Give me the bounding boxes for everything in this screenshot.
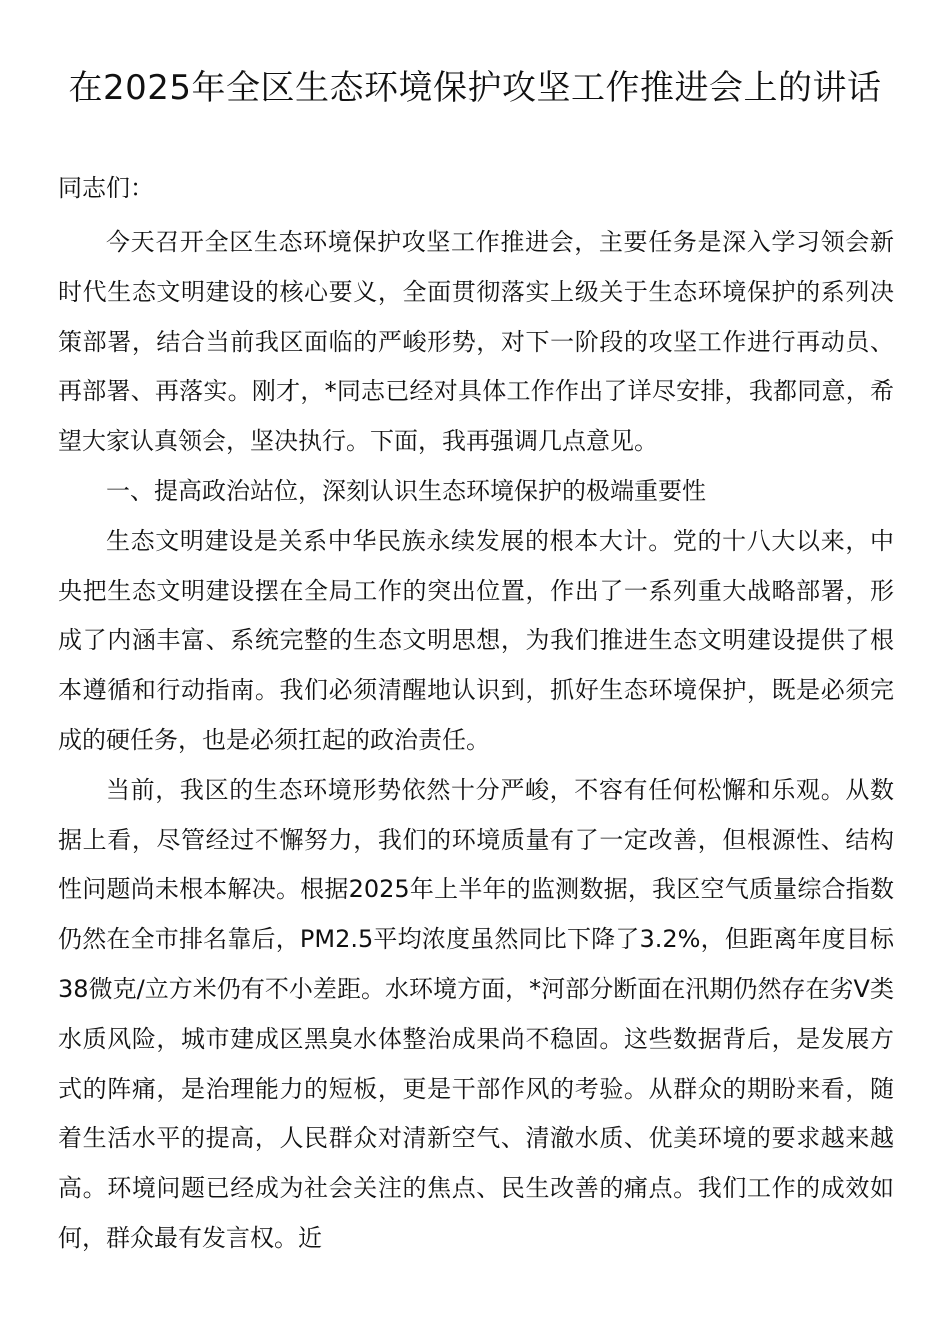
salutation: 同志们：	[58, 174, 154, 202]
paragraph-current-situation: 当前，我区的生态环境形势依然十分严峻，不容有任何松懈和乐观。从数据上看，尽管经过不懈努力，我们的环境质量有了一定改善，但根源性、结构性问题尚未根本解决。根据2025年上半年的监测数据，我区空气质量综合指数仍然在全市排名靠后，PM2.5平均浓度虽然同比下降了3.2%，但距离年度目标38微克/立方米仍有不小差距。水环境方面，*河部分断面在汛期仍然存在劣V类水质风险，城市建成区黑臭水体整治成果尚不稳固。这些数据背后，是发展方式的阵痛，是治理能力的短板，更是干部作风的考验。从群众的期盼来看，随着生活水平的提高，人民群众对清新空气、清澈水质、优美环境的要求越来越高。环境问题已经成为社会关注的焦点、民生改善的痛点。我们工作的成效如何，群众最有发言权。近	[58, 775, 894, 1252]
section-heading-1: 一、提高政治站位，深刻认识生态环境保护的极端重要性	[106, 476, 706, 505]
paragraph-opening: 今天召开全区生态环境保护攻坚工作推进会，主要任务是深入学习领会新时代生态文明建设的核心要义，全面贯彻落实上级关于生态环境保护的系列决策部署，结合当前我区面临的严峻形势，对下一阶段的攻坚工作进行再动员、再部署、再落实。刚才，*同志已经对具体工作作出了详尽安排，我都同意，希望大家认真领会，坚决执行。下面，我再强调几点意见。	[58, 228, 894, 456]
paragraph-ecological-civilization: 生态文明建设是关系中华民族永续发展的根本大计。党的十八大以来，中央把生态文明建设摆在全局工作的突出位置，作出了一系列重大战略部署，形成了内涵丰富、系统完整的生态文明思想，为我们推进生态文明建设提供了根本遵循和行动指南。我们必须清醒地认识到，抓好生态环境保护，既是必须完成的硬任务，也是必须扛起的政治责任。	[58, 526, 894, 754]
document-body	[58, 218, 894, 1264]
document-title: 在2025年全区生态环境保护攻坚工作推进会上的讲话	[68, 68, 882, 108]
